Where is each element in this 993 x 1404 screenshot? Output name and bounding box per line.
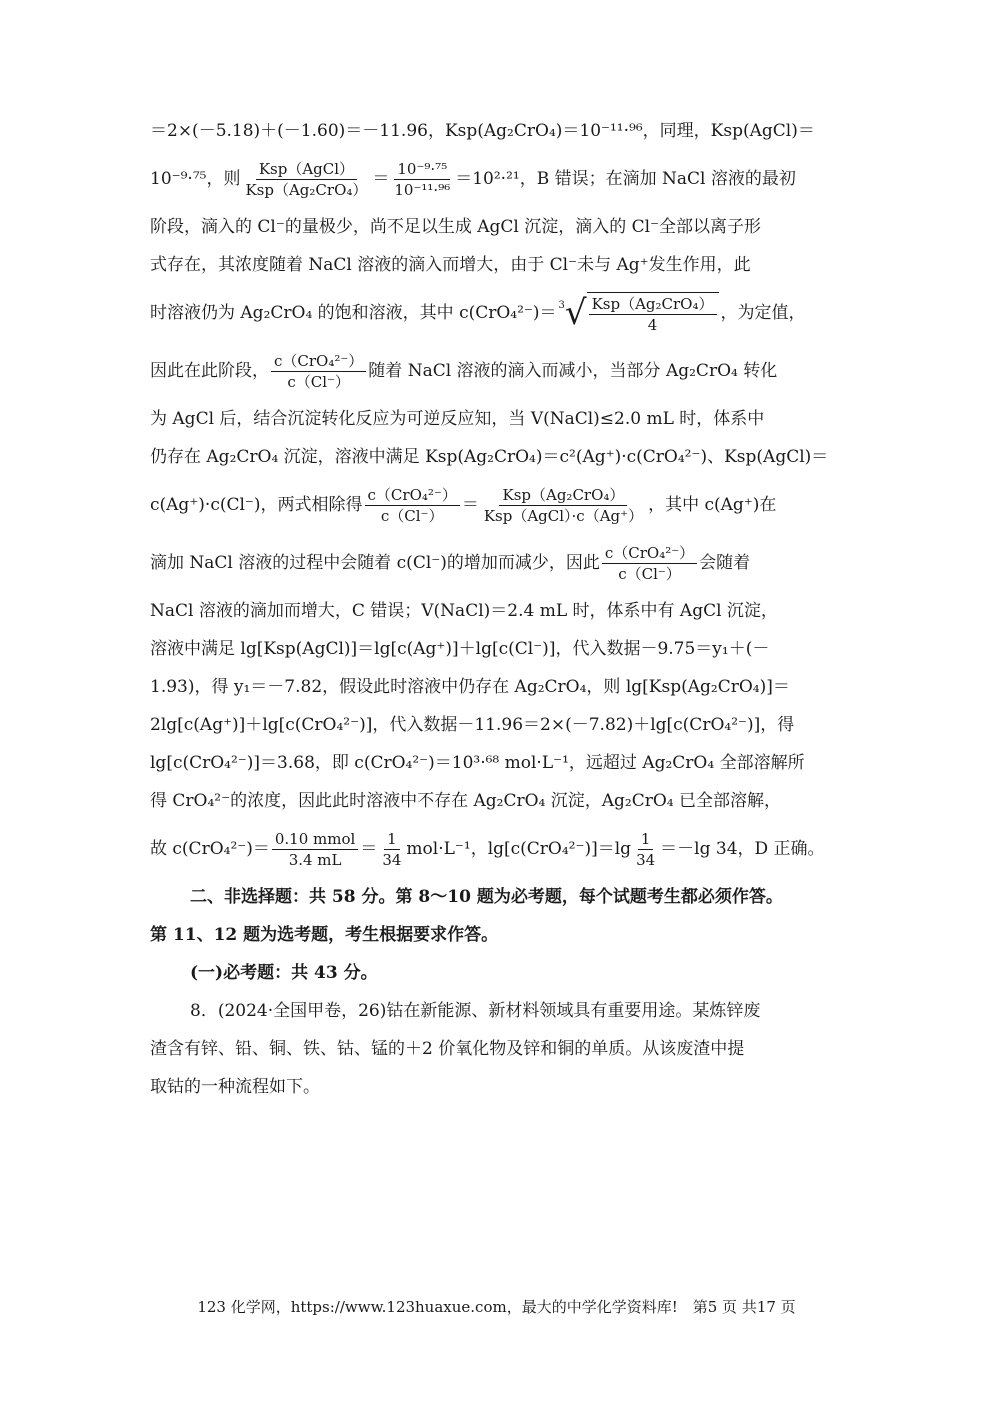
text: mol·L⁻¹，lg[c(CrO₄²⁻)]＝lg: [406, 839, 632, 859]
text: ＝: [360, 839, 378, 859]
text: ＝－lg 34，D 正确。: [660, 839, 825, 859]
text-line: [150, 744, 850, 782]
text-line: [150, 438, 850, 476]
denominator: c（Cl⁻）: [618, 564, 681, 583]
text-line: [150, 630, 850, 668]
text: ＝: [372, 169, 390, 189]
text-line: [150, 476, 850, 534]
text: 1.93)，得 y₁＝－7.82，假设此时溶液中仍存在 Ag₂CrO₄，则 lg[Ksp(Ag₂CrO₄)]＝: [150, 677, 790, 697]
root-index: 3: [558, 300, 565, 311]
text: NaCl 溶液的滴加而增大，C 错误；V(NaCl)＝2.4 mL 时，体系中有 AgCl 沉淀，: [150, 601, 778, 621]
text: 得 CrO₄²⁻的浓度，因此此时溶液中不存在 Ag₂CrO₄ 沉淀，Ag₂CrO₄ 已全部溶解，: [150, 791, 782, 811]
fraction: [589, 295, 717, 334]
text: ＝: [461, 495, 479, 515]
document-body: [150, 112, 850, 1106]
text: 为 AgCl 后，结合沉淀转化反应为可逆反应知，当 V(NaCl)≤2.0 mL 时，体系中: [150, 409, 765, 429]
text-line: [150, 782, 850, 820]
text: 阶段，滴入的 Cl⁻的量极少，尚不足以生成 AgCl 沉淀，滴入的 Cl⁻全部以离子形: [150, 217, 762, 237]
text: (一)必考题：共 43 分。: [190, 963, 378, 983]
denominator: c（Cl⁻）: [287, 372, 350, 391]
text: 10⁻⁹·⁷⁵，则: [150, 169, 241, 189]
text: 时溶液仍为 Ag₂CrO₄ 的饱和溶液，其中 c(CrO₄²⁻)＝: [150, 303, 557, 323]
fraction: [391, 160, 453, 199]
fraction: [272, 830, 358, 869]
question-line: [150, 1030, 850, 1068]
section-heading: [150, 916, 850, 954]
text-line: [150, 208, 850, 246]
text-line: [150, 668, 850, 706]
numerator: 1: [384, 830, 400, 850]
numerator: c（CrO₄²⁻）: [365, 486, 460, 506]
denominator: 34: [382, 850, 402, 869]
text: 因此在此阶段，: [150, 361, 269, 381]
fraction: [242, 160, 370, 199]
text-line: [150, 150, 850, 208]
section-heading: [150, 878, 850, 916]
subsection-heading: [150, 954, 850, 992]
text: 渣含有锌、铅、铜、铁、钴、锰的＋2 价氧化物及锌和铜的单质。从该废渣中提: [150, 1039, 745, 1059]
text-line: [150, 820, 850, 878]
fraction: [379, 830, 404, 869]
text: ＝2×(－5.18)＋(－1.60)＝－11.96，Ksp(Ag₂CrO₄)＝10⁻¹¹·⁹⁶，同理，Ksp(AgCl)＝: [150, 121, 815, 141]
cube-root: [559, 292, 719, 334]
denominator: 10⁻¹¹·⁹⁶: [394, 180, 451, 199]
denominator: 3.4 mL: [288, 850, 342, 869]
fraction: [481, 486, 646, 525]
text: ，为定值，: [720, 303, 806, 323]
fraction: [633, 830, 658, 869]
numerator: c（CrO₄²⁻）: [602, 544, 697, 564]
question-line: [150, 1068, 850, 1106]
text-line: [150, 534, 850, 592]
denominator: 4: [647, 316, 658, 334]
text: 会随着: [699, 553, 751, 573]
text-line: [150, 246, 850, 284]
page-footer: 123 化学网，https://www.123huaxue.com，最大的中学化学资料库! 第5 页 共17 页: [197, 1298, 796, 1316]
fraction: [271, 352, 366, 391]
text-line: [150, 400, 850, 438]
text: 2lg[c(Ag⁺)]＋lg[c(CrO₄²⁻)]，代入数据－11.96＝2×(－7.82)＋lg[c(CrO₄²⁻)]，得: [150, 715, 795, 735]
fraction: [365, 486, 460, 525]
text: 取钴的一种流程如下。: [150, 1077, 320, 1097]
text: 式存在，其浓度随着 NaCl 溶液的滴入而增大，由于 Cl⁻未与 Ag⁺发生作用，此: [150, 255, 751, 275]
text: 二、非选择题：共 58 分。第 8～10 题为必考题，每个试题考生都必须作答。: [190, 887, 783, 907]
text: c(Ag⁺)·c(Cl⁻)，两式相除得: [150, 495, 363, 515]
fraction: [602, 544, 697, 583]
text-line: [150, 706, 850, 744]
radicand: [587, 292, 719, 334]
text: 故 c(CrO₄²⁻)＝: [150, 839, 270, 859]
text: ＝10²·²¹，B 错误；在滴加 NaCl 溶液的最初: [455, 169, 796, 189]
numerator: Ksp（AgCl）: [256, 160, 357, 180]
text: lg[c(CrO₄²⁻)]＝3.68，即 c(CrO₄²⁻)＝10³·⁶⁸ mol·L⁻¹，远超过 Ag₂CrO₄ 全部溶解所: [150, 753, 805, 773]
text-line: [150, 112, 850, 150]
denominator: 34: [636, 850, 656, 869]
text: 随着 NaCl 溶液的滴入而减小，当部分 Ag₂CrO₄ 转化: [368, 361, 778, 381]
text-line: [150, 284, 850, 342]
radical-sign: √: [564, 293, 587, 333]
numerator: 0.10 mmol: [272, 830, 358, 850]
text: 8．(2024·全国甲卷，26)钴在新能源、新材料领域具有重要用途。某炼锌废: [190, 1001, 761, 1021]
text: 滴加 NaCl 溶液的过程中会随着 c(Cl⁻)的增加而减少，因此: [150, 553, 600, 573]
numerator: 1: [638, 830, 654, 850]
numerator: Ksp（Ag₂CrO₄）: [589, 295, 717, 315]
text: 溶液中满足 lg[Ksp(AgCl)]＝lg[c(Ag⁺)]＋lg[c(Cl⁻)]，代入数据－9.75＝y₁＋(－: [150, 639, 770, 659]
denominator: Ksp（Ag₂CrO₄）: [245, 180, 368, 199]
denominator: Ksp（AgCl）·c（Ag⁺）: [483, 506, 644, 525]
text: ，其中 c(Ag⁺)在: [648, 495, 777, 515]
numerator: 10⁻⁹·⁷⁵: [394, 160, 450, 180]
question-line: [150, 992, 850, 1030]
text: 仍存在 Ag₂CrO₄ 沉淀，溶液中满足 Ksp(Ag₂CrO₄)＝c²(Ag⁺)·c(CrO₄²⁻)、Ksp(AgCl)＝: [150, 447, 829, 467]
numerator: c（CrO₄²⁻）: [271, 352, 366, 372]
text-line: [150, 342, 850, 400]
text-line: [150, 592, 850, 630]
denominator: c（Cl⁻）: [380, 506, 444, 525]
text: 第 11、12 题为选考题，考生根据要求作答。: [150, 925, 499, 945]
numerator: Ksp（Ag₂CrO₄）: [499, 486, 627, 506]
